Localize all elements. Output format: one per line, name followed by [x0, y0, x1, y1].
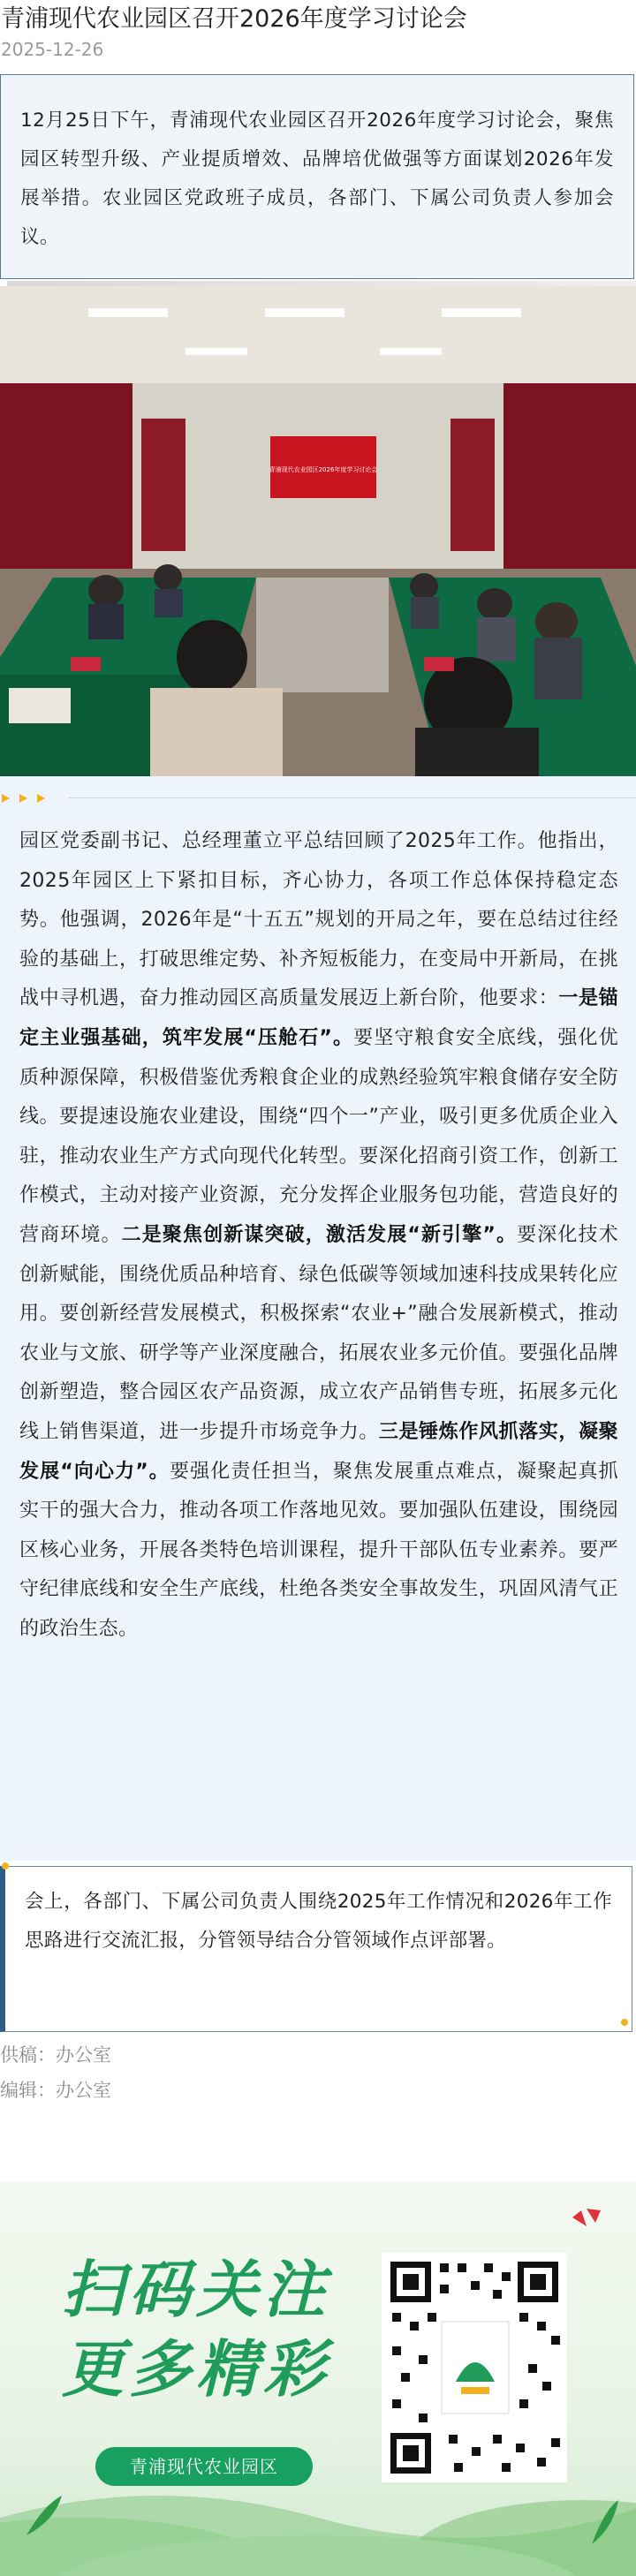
point-heading-2: 二是聚焦创新谋突破，激活发展“新引擎”。 — [121, 1223, 518, 1246]
article-title: 青浦现代农业园区召开2026年度学习讨论会 — [1, 5, 467, 33]
intro-section — [0, 74, 636, 286]
body-text-3: 要深化技术创新赋能，围绕优质品种培育、绿色低碳等领域加速科技成果转化应用。要创新经营发展模式，积极探索“农业+”融合发展新模式，推动农业与文旅、研学等产业深度融合，拓展农业多元价值。要强化品牌创新塑造，整合园区农产品资源，成立农产品销售专班，拓展多元化线上销售渠道，进一步提升市场竞争力。 — [19, 1223, 618, 1443]
banner-title-line2: 更多精彩 — [62, 2333, 330, 2406]
article-header — [0, 0, 636, 74]
meeting-photo — [0, 286, 636, 776]
qr-code-icon — [387, 2258, 562, 2477]
body-text-4: 要强化责任担当，聚焦发展重点难点，凝聚起真抓实干的强大合力，推动各项工作落地见效。要加强队伍建设，围绕园区核心业务，开展各类特色培训课程，提升干部队伍专业素养。要严守纪律底线和安全生产底线，杜绝各类安全事故发生，巩固风清气正的政治生态。 — [19, 1460, 618, 1640]
banner-title-line1: 扫码关注 — [62, 2254, 330, 2326]
body-text-1: 园区党委副书记、总经理董立平总结回顾了2025年工作。他指出，2025年园区上下紧扣目标，齐心协力，各项工作总体保持稳定态势。他强调，2026年是“十五五”规划的开局之年，要在总结过往经验的基础上，打破思维定势、补齐短板能力，在变局中开新局，在挑战中寻机遇，奋力推动园区高质量发展迈上新台阶，他要求： — [19, 830, 618, 1010]
body-paragraph — [19, 822, 618, 1649]
qr-code[interactable] — [382, 2253, 567, 2482]
intro-box — [0, 74, 634, 279]
org-name-pill: 青浦现代农业园区 — [95, 2447, 313, 2486]
follow-banner — [0, 2182, 636, 2576]
decor-divider — [0, 790, 636, 806]
summary-section — [0, 1861, 636, 2002]
curtain-left — [0, 383, 132, 586]
point-heading-1: 一是锚定主业强基础，筑牢发展“压舱石”。 — [19, 987, 618, 1049]
point-heading-3: 三是锤炼作风抓落实，凝聚发展“向心力”。 — [19, 1420, 618, 1483]
intro-text: 12月25日下午，青浦现代农业园区召开2026年度学习讨论会，聚焦园区转型升级、产业提质增效、品牌培优做强等方面谋划2026年发展举措。农业园区党政班子成员，各部门、下属公司负责人参加会议。 — [20, 110, 614, 248]
credit-source: 供稿：办公室 — [0, 2044, 111, 2066]
publish-date: 2025-12-26 — [1, 39, 104, 60]
body-section — [0, 776, 636, 1861]
summary-text: 会上，各部门、下属公司负责人围绕2025年工作情况和2026年工作思路进行交流汇报，分管领导结合分管领域作点评部署。 — [25, 1891, 612, 1952]
body-text-2: 要坚守粮食安全底线，强化优质种源保障，积极借鉴优秀粮食企业的成熟经验筑牢粮食储存安全防线。要提速设施农业建设，围绕“四个一”产业，吸引更多优质企业入驻，推动农业生产方式向现代化转型。要深化招商引资工作，创新工作模式，主动对接产业资源，充分发挥企业服务包功能，营造良好的营商环境。 — [19, 1026, 618, 1246]
corner-dot — [2, 1862, 9, 1870]
carpet-center — [256, 578, 389, 692]
screen-text: 青浦现代农业园区2026年度学习讨论会 — [269, 466, 378, 473]
corner-dot — [621, 2019, 628, 2026]
person-foreground — [177, 620, 247, 694]
meeting-photo-illustration — [0, 286, 636, 776]
curtain-right — [504, 383, 636, 586]
decor-dots-icon — [0, 790, 71, 806]
credit-editor: 编辑：办公室 — [0, 2080, 111, 2101]
summary-box — [0, 1866, 632, 2032]
decor-line — [69, 797, 636, 798]
ceiling — [0, 286, 636, 392]
